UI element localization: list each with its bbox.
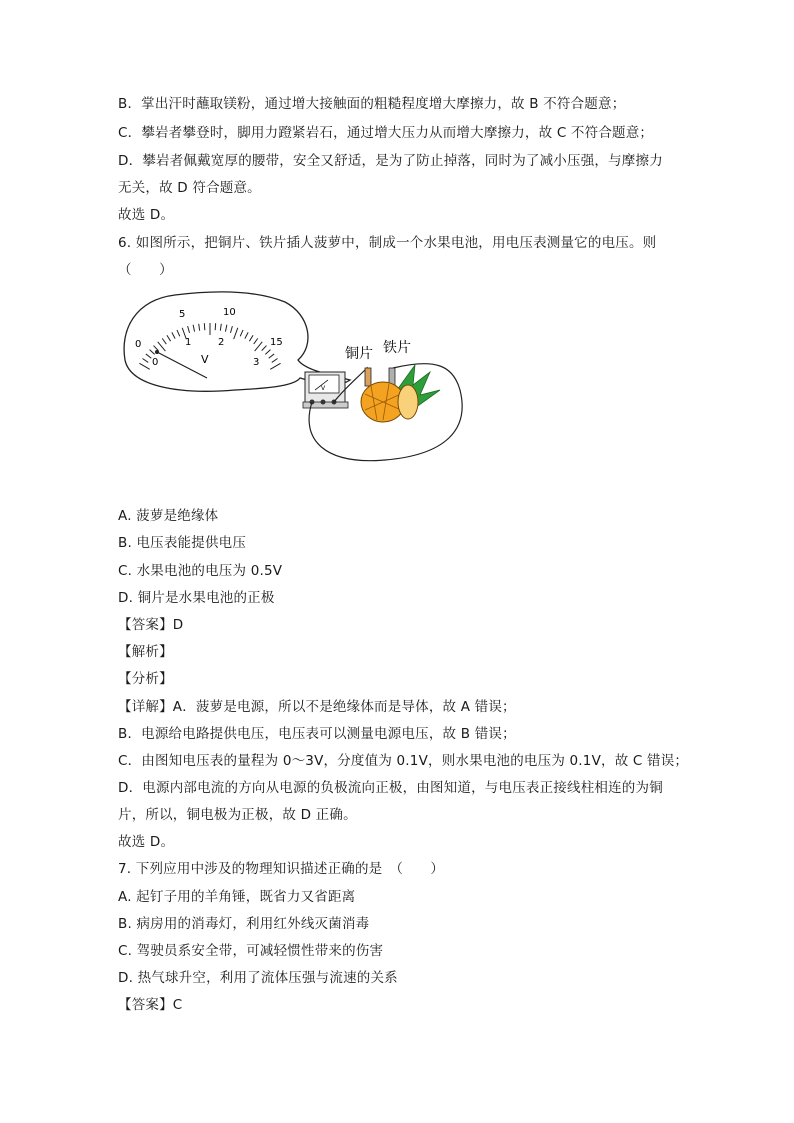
scale-label-upper-0: 0 <box>135 339 142 350</box>
option-d: D. 铜片是水果电池的正极 <box>118 590 275 606</box>
scale-label-lower-0: 0 <box>152 357 159 368</box>
option-a: A. 起钉子用的羊角锤，既省力又省距离 <box>118 889 356 905</box>
answer-label: 【答案】D <box>118 617 184 633</box>
option-d: D. 热气球升空，利用了流体压强与流速的关系 <box>118 970 398 986</box>
copper-plate <box>365 368 371 386</box>
voltmeter-device <box>303 372 348 408</box>
option-c: C. 水果电池的电压为 0.5V <box>118 563 283 579</box>
answer-bracket: （ ） <box>118 262 173 278</box>
scale-label-upper-5: 5 <box>179 309 186 320</box>
fruit-battery-figure <box>115 290 475 470</box>
copper-label: 铜片 <box>345 346 373 362</box>
text-line: D．攀岩者佩戴宽厚的腰带，安全又舒适，是为了防止掉落，同时为了减小压强，与摩擦力 <box>118 153 663 169</box>
text-line: C．攀岩者攀登时，脚用力蹬紧岩石，通过增大压力从而增大摩擦力，故 C 不符合题意； <box>118 125 654 141</box>
analysis-section: 【分析】 <box>118 671 173 687</box>
explanation-line: B．电源给电路提供电压，电压表可以测量电源电压，故 B 错误； <box>118 726 516 742</box>
question-6-stem: 6. 如图所示，把铜片、铁片插人菠萝中，制成一个水果电池，用电压表测量它的电压。则 <box>118 235 657 251</box>
explanation-line: D．电源内部电流的方向从电源的负极流向正极，由图知道，与电压表正接线柱相连的为铜 <box>118 780 663 796</box>
conclusion-line: 故选 D。 <box>118 834 175 850</box>
scale-label-lower-3: 3 <box>253 357 260 368</box>
iron-label: 铁片 <box>383 340 411 356</box>
question-7-stem: 7. 下列应用中涉及的物理知识描述正确的是 （ ） <box>118 861 445 877</box>
pineapple <box>361 365 440 422</box>
meter-unit: V <box>321 385 326 392</box>
scale-label-lower-1: 1 <box>185 337 192 348</box>
analysis-label: 【解析】 <box>118 644 173 660</box>
option-c: C. 驾驶员系安全带，可减轻惯性带来的伤害 <box>118 943 384 959</box>
option-b: B. 病房用的消毒灯，利用红外线灭菌消毒 <box>118 916 370 932</box>
scale-label-upper-15: 15 <box>270 337 283 348</box>
explanation-line: C．由图知电压表的量程为 0～3V，分度值为 0.1V，则水果电池的电压为 0.1V，故 C 错误； <box>118 753 689 769</box>
text-line: 故选 D。 <box>118 207 175 223</box>
explanation-line: 【详解】A．菠萝是电源，所以不是绝缘体而是导体，故 A 错误； <box>118 699 516 715</box>
text-line: B．掌出汗时蘸取镁粉，通过增大接触面的粗糙程度增大摩擦力，故 B 不符合题意； <box>118 96 626 112</box>
option-a: A. 菠萝是绝缘体 <box>118 508 219 524</box>
unit-label: V <box>201 353 209 366</box>
explanation-line: 片，所以，铜电极为正极，故 D 正确。 <box>118 807 357 823</box>
scale-label-upper-10: 10 <box>223 307 236 318</box>
answer-label: 【答案】C <box>118 997 183 1013</box>
text-line: 无关，故 D 符合题意。 <box>118 180 261 196</box>
option-b: B. 电压表能提供电压 <box>118 535 247 551</box>
scale-label-lower-2: 2 <box>218 337 225 348</box>
